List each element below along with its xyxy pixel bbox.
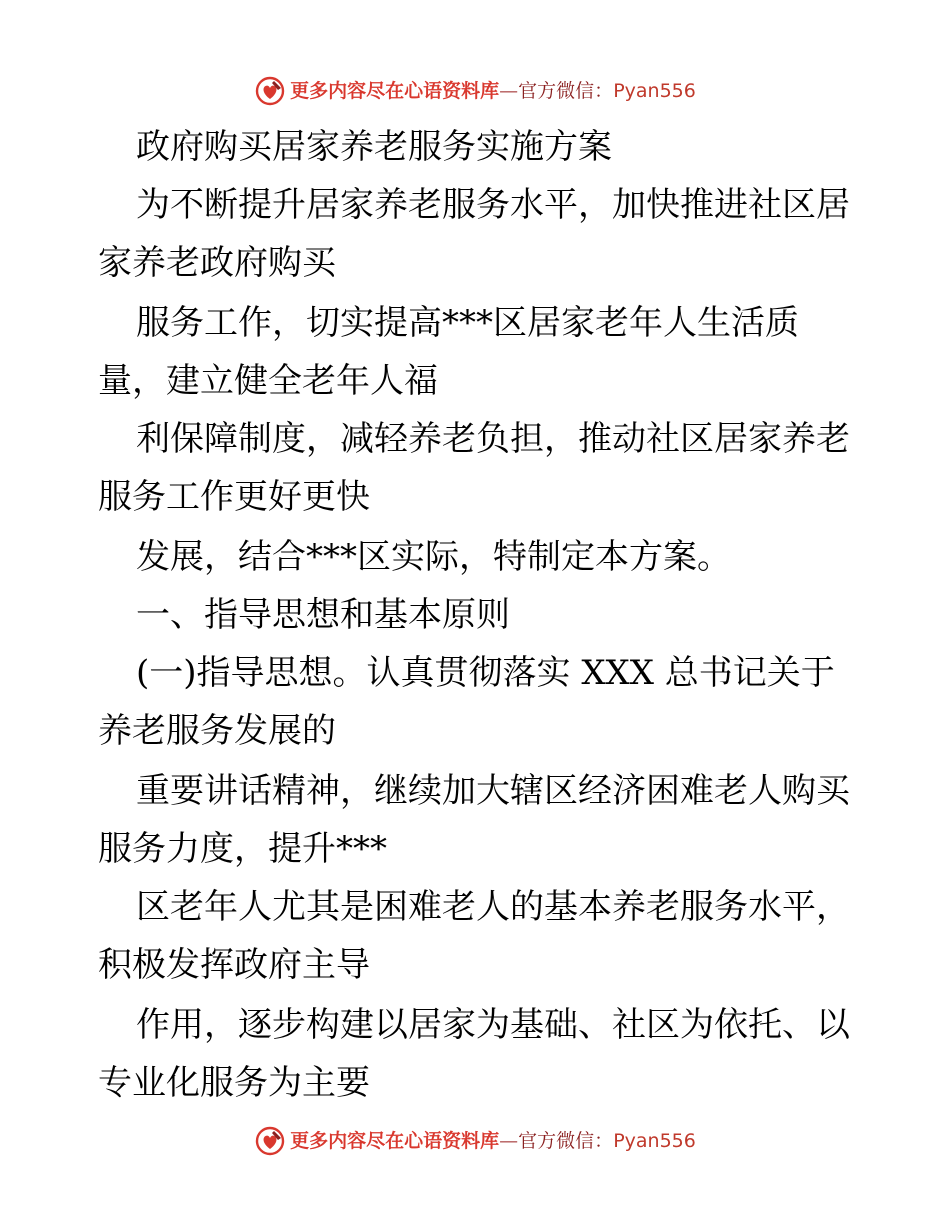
text-line: 服务工作更好更快	[98, 477, 370, 517]
text-line: 利保障制度，减轻养老负担，推动社区居家养老	[136, 419, 850, 459]
header-banner	[0, 71, 950, 111]
text-line: (一)指导思想。认真贯彻落实 XXX 总书记关于	[136, 653, 835, 693]
official-wechat-label: 官方微信：	[518, 1129, 614, 1152]
heart-pen-logo-icon	[254, 75, 286, 107]
text-line: 服务工作，切实提高***区居家老年人生活质	[136, 303, 799, 343]
document-title: 政府购买居家养老服务实施方案	[136, 127, 612, 167]
wechat-id: Pyan556	[613, 79, 696, 102]
text-line: 为不断提升居家养老服务水平，加快推进社区居	[136, 185, 850, 225]
text-line: 发展，结合***区实际，特制定本方案。	[136, 537, 731, 577]
banner-dash: —	[499, 1129, 519, 1152]
text-line: 量，建立健全老年人福	[98, 361, 438, 401]
wechat-id: Pyan556	[613, 1129, 696, 1152]
banner-text	[290, 1129, 696, 1152]
banner-dash: —	[499, 79, 519, 102]
heart-pen-logo-icon	[254, 1125, 286, 1157]
text-line: 积极发挥政府主导	[98, 945, 370, 985]
text-line: 作用，逐步构建以居家为基础、社区为依托、以	[136, 1005, 850, 1045]
text-line: 重要讲话精神，继续加大辖区经济困难老人购买	[136, 771, 850, 811]
text-line: 专业化服务为主要	[98, 1063, 370, 1103]
banner-text	[290, 79, 696, 102]
text-line: 家养老政府购买	[98, 243, 336, 283]
text-line: 服务力度，提升***	[98, 829, 387, 869]
text-line: 养老服务发展的	[98, 711, 336, 751]
section-heading: 一、指导思想和基本原则	[136, 595, 510, 635]
official-wechat-label: 官方微信：	[518, 79, 614, 102]
brand-text: 更多内容尽在心语资料库	[290, 79, 500, 102]
footer-banner	[0, 1121, 950, 1161]
text-line: 区老年人尤其是困难老人的基本养老服务水平，	[136, 887, 850, 927]
brand-text: 更多内容尽在心语资料库	[290, 1129, 500, 1152]
